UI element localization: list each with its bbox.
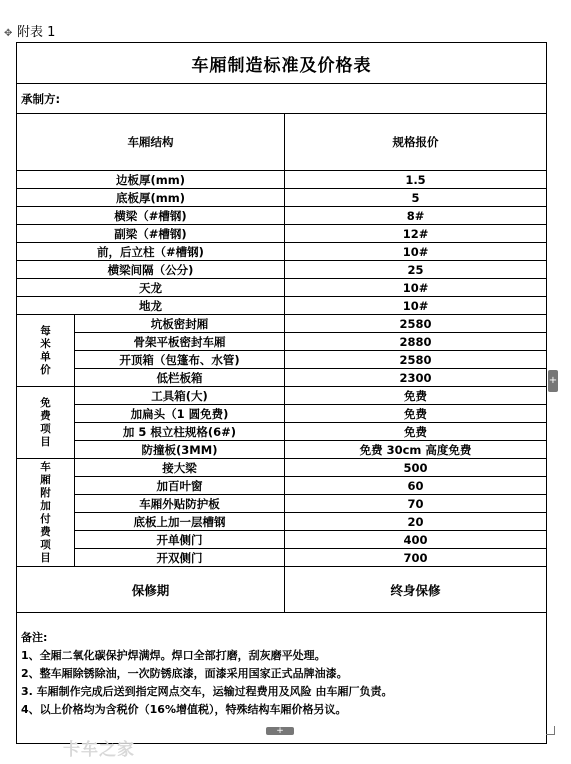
table-row [17,225,547,243]
table-row [17,315,547,333]
row-label: 副梁（#槽钢) [17,225,285,243]
note-item: 4、以上价格均为含税价（16%增值税），特殊结构车厢价格另议。 [21,703,347,716]
table-row [17,261,547,279]
row-label: 加百叶窗 [75,477,285,495]
table-move-handle-icon[interactable]: ✥ [4,28,13,39]
row-label: 低栏板箱 [75,369,285,387]
table-row [17,351,547,369]
table-row [17,459,547,477]
table-row [17,549,547,567]
table-row [17,495,547,513]
note-item: 2、整车厢除锈除油，一次防锈底漆，面漆采用国家正式品牌油漆。 [21,667,348,680]
table-row [17,513,547,531]
table-row [17,369,547,387]
row-value: 2300 [285,369,547,387]
note-item: 1、全厢二氧化碳保护焊满焊。焊口全部打磨，刮灰磨平处理。 [21,649,326,662]
table-row [17,243,547,261]
header-structure: 车厢结构 [17,114,285,171]
row-value: 免费 [285,405,547,423]
row-label: 开单侧门 [75,531,285,549]
row-value: 2580 [285,351,547,369]
row-label: 坑板密封厢 [75,315,285,333]
table-row [17,387,547,405]
row-value: 1.5 [285,171,547,189]
table-row [17,477,547,495]
row-value: 400 [285,531,547,549]
notes-title: 备注: [21,631,48,644]
row-label: 横梁间隔（公分) [17,261,285,279]
table-row [17,531,547,549]
group-label [17,459,75,567]
row-value: 10# [285,279,547,297]
row-value: 5 [285,189,547,207]
row-value: 2880 [285,333,547,351]
row-label: 横梁（#槽钢) [17,207,285,225]
row-label: 底板厚(mm) [17,189,285,207]
warranty-value: 终身保修 [285,567,547,613]
header-spec-price: 规格报价 [285,114,547,171]
row-label: 防撞板(3MM) [75,441,285,459]
group-label-text: 每米单价 [40,324,51,376]
row-label: 开顶箱（包篷布、水管) [75,351,285,369]
row-label: 地龙 [17,297,285,315]
group-label-text: 免费项目 [40,396,51,448]
note-item: 3. 车厢制作完成后送到指定网点交车，运输过程费用及风险 由车厢厂负责。 [21,685,393,698]
row-value: 25 [285,261,547,279]
notes-row [17,613,547,744]
price-table [16,42,547,744]
table-row [17,297,547,315]
row-label: 接大梁 [75,459,285,477]
row-value: 免费 [285,387,547,405]
notes-cell [17,613,547,744]
row-value: 20 [285,513,547,531]
row-value: 免费 [285,423,547,441]
add-column-plus-icon[interactable]: + [548,370,558,392]
row-label: 工具箱(大) [75,387,285,405]
table-title: 车厢制造标准及价格表 [17,43,547,84]
row-value: 70 [285,495,547,513]
row-label: 底板上加一层槽钢 [75,513,285,531]
row-value: 10# [285,297,547,315]
group-label-text: 车厢附加付费项目 [40,460,51,564]
table-resize-handle[interactable] [546,726,555,735]
row-label: 开双侧门 [75,549,285,567]
row-value: 700 [285,549,547,567]
maker-label: 承制方: [17,84,547,114]
table-row [17,189,547,207]
attachment-label: 附表 1 [17,25,56,40]
add-row-plus-icon[interactable]: + [266,727,294,735]
row-value: 免费 30cm 高度免费 [285,441,547,459]
table-row [17,279,547,297]
table-row [17,333,547,351]
row-value: 12# [285,225,547,243]
table-row [17,207,547,225]
warranty-label: 保修期 [17,567,285,613]
row-value: 2580 [285,315,547,333]
table-row [17,171,547,189]
row-label: 边板厚(mm) [17,171,285,189]
table-row [17,405,547,423]
row-value: 10# [285,243,547,261]
group-label [17,387,75,459]
table-row [17,441,547,459]
row-label: 前，后立柱（#槽钢) [17,243,285,261]
row-label: 加扁头（1 圆免费) [75,405,285,423]
watermark: 卡车之家 [63,740,135,760]
table-row [17,423,547,441]
row-label: 骨架平板密封车厢 [75,333,285,351]
group-label [17,315,75,387]
row-label: 加 5 根立柱规格(6#) [75,423,285,441]
row-label: 天龙 [17,279,285,297]
row-value: 8# [285,207,547,225]
row-value: 500 [285,459,547,477]
row-label: 车厢外贴防护板 [75,495,285,513]
warranty-row [17,567,547,613]
row-value: 60 [285,477,547,495]
